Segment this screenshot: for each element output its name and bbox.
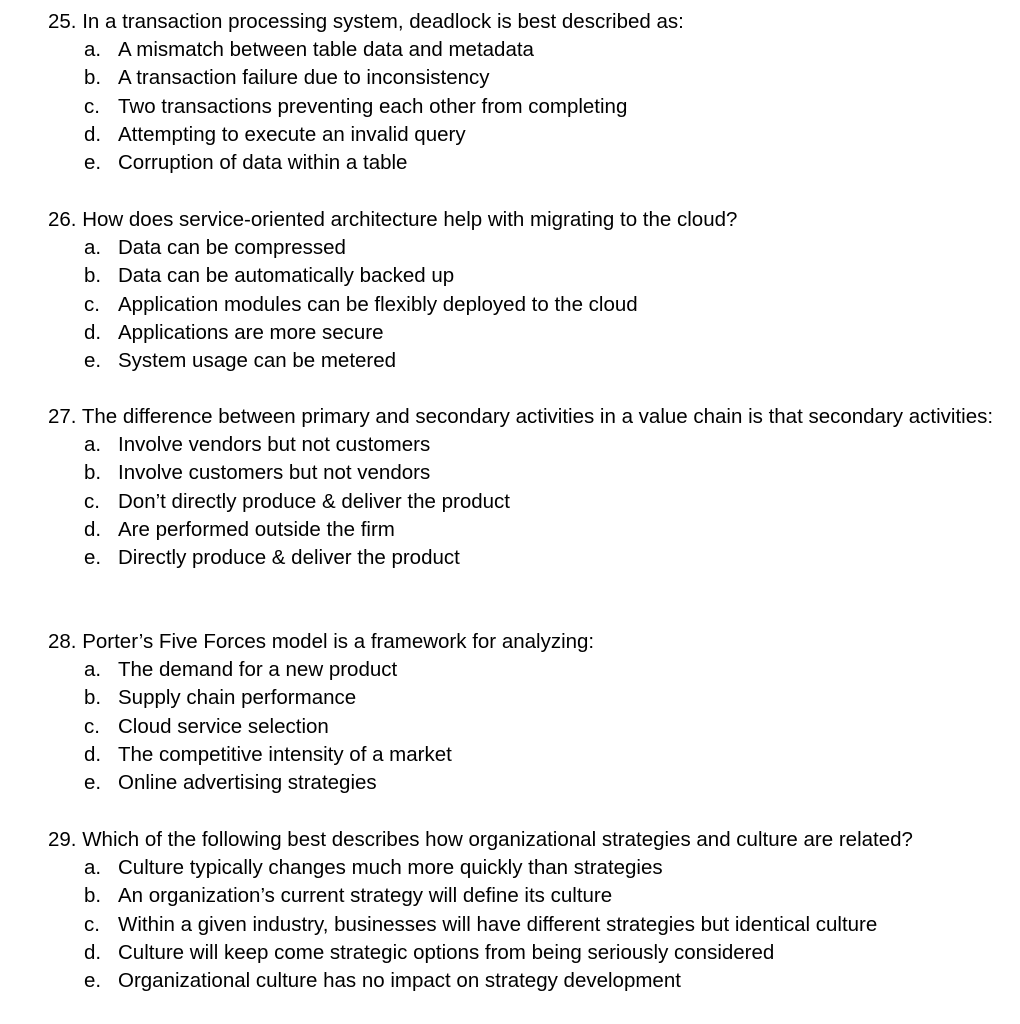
option-letter: c. xyxy=(84,912,100,936)
option-text: Organizational culture has no impact on strategy development xyxy=(118,968,681,992)
option-letter: b. xyxy=(84,264,102,288)
option-c xyxy=(48,291,998,319)
question-prompt: The difference between primary and secondary activities in a value chain is that secondary activities: xyxy=(81,405,994,428)
option-letter: e. xyxy=(84,770,102,794)
option-text: Cloud service selection xyxy=(118,714,329,738)
option-d xyxy=(48,939,998,967)
option-text: The demand for a new product xyxy=(118,658,398,682)
option-b xyxy=(48,459,998,487)
option-text: Directly produce & deliver the product xyxy=(118,545,460,569)
option-letter: e. xyxy=(84,348,102,372)
option-text: Culture will keep come strategic options from being seriously considered xyxy=(118,940,775,964)
option-text: Data can be automatically backed up xyxy=(118,264,455,288)
option-b xyxy=(48,64,998,92)
option-d xyxy=(48,741,998,769)
option-d xyxy=(48,319,998,347)
option-text: Corruption of data within a table xyxy=(118,150,408,174)
question-29 xyxy=(48,826,998,995)
option-letter: b. xyxy=(84,66,102,90)
option-d xyxy=(48,516,998,544)
option-text: A transaction failure due to inconsistency xyxy=(118,66,490,90)
option-letter: a. xyxy=(84,236,102,260)
option-list xyxy=(48,431,998,572)
option-text: Culture typically changes much more quickly than strategies xyxy=(118,856,663,880)
option-text: Attempting to execute an invalid query xyxy=(118,122,466,146)
option-c xyxy=(48,911,998,939)
option-letter: e. xyxy=(84,545,102,569)
option-letter: a. xyxy=(84,433,102,457)
question-number: 25. xyxy=(48,10,77,33)
option-d xyxy=(48,121,998,149)
question-number: 26. xyxy=(48,208,77,231)
question-prompt: In a transaction processing system, deadlock is best described as: xyxy=(82,10,684,33)
option-c xyxy=(48,713,998,741)
option-letter: e. xyxy=(84,968,102,992)
option-b xyxy=(48,684,998,712)
option-letter: d. xyxy=(84,940,102,964)
option-text: Data can be compressed xyxy=(118,236,346,260)
question-number: 29. xyxy=(48,828,77,851)
option-text: Are performed outside the firm xyxy=(118,517,395,541)
question-28 xyxy=(48,628,998,797)
option-text: The competitive intensity of a market xyxy=(118,742,452,766)
option-text: Involve vendors but not customers xyxy=(118,433,431,457)
question-text xyxy=(48,403,998,431)
question-26 xyxy=(48,206,998,375)
option-letter: c. xyxy=(84,489,100,513)
option-letter: d. xyxy=(84,122,102,146)
option-list xyxy=(48,656,998,797)
option-a xyxy=(48,234,998,262)
option-text: Supply chain performance xyxy=(118,686,357,710)
option-c xyxy=(48,93,998,121)
option-a xyxy=(48,431,998,459)
option-e xyxy=(48,769,998,797)
option-a xyxy=(48,854,998,882)
question-text xyxy=(48,826,998,854)
option-text: Two transactions preventing each other from completing xyxy=(118,94,628,118)
question-prompt: Porter’s Five Forces model is a framework for analyzing: xyxy=(82,630,595,653)
option-e xyxy=(48,967,998,995)
option-letter: b. xyxy=(84,686,102,710)
option-letter: d. xyxy=(84,517,102,541)
question-text xyxy=(48,206,998,234)
option-letter: d. xyxy=(84,320,102,344)
option-letter: b. xyxy=(84,884,102,908)
question-25 xyxy=(48,8,998,177)
option-letter: a. xyxy=(84,658,102,682)
option-letter: c. xyxy=(84,714,100,738)
option-list xyxy=(48,36,998,177)
question-number: 28. xyxy=(48,630,77,653)
option-text: Online advertising strategies xyxy=(118,770,377,794)
question-27 xyxy=(48,403,998,572)
option-text: A mismatch between table data and metadata xyxy=(118,38,534,62)
question-prompt: Which of the following best describes how organizational strategies and culture are related? xyxy=(82,828,913,851)
option-letter: c. xyxy=(84,292,100,316)
option-c xyxy=(48,488,998,516)
option-a xyxy=(48,36,998,64)
option-text: An organization’s current strategy will define its culture xyxy=(118,884,613,908)
option-e xyxy=(48,544,998,572)
question-text xyxy=(48,8,998,36)
option-list xyxy=(48,234,998,375)
option-text: Within a given industry, businesses will have different strategies but identical culture xyxy=(118,912,878,936)
option-b xyxy=(48,882,998,910)
option-text: Application modules can be flexibly deployed to the cloud xyxy=(118,292,638,316)
question-text xyxy=(48,628,998,656)
option-text: System usage can be metered xyxy=(118,348,397,372)
option-b xyxy=(48,262,998,290)
option-letter: b. xyxy=(84,461,102,485)
option-letter: d. xyxy=(84,742,102,766)
option-a xyxy=(48,656,998,684)
option-letter: c. xyxy=(84,94,100,118)
option-text: Involve customers but not vendors xyxy=(118,461,431,485)
option-list xyxy=(48,854,998,995)
question-prompt: How does service-oriented architecture help with migrating to the cloud? xyxy=(82,208,738,231)
option-text: Applications are more secure xyxy=(118,320,384,344)
option-text: Don’t directly produce & deliver the product xyxy=(118,489,510,513)
option-letter: a. xyxy=(84,38,102,62)
option-e xyxy=(48,347,998,375)
option-letter: a. xyxy=(84,856,102,880)
question-number: 27. xyxy=(48,405,77,428)
option-letter: e. xyxy=(84,150,102,174)
option-e xyxy=(48,149,998,177)
